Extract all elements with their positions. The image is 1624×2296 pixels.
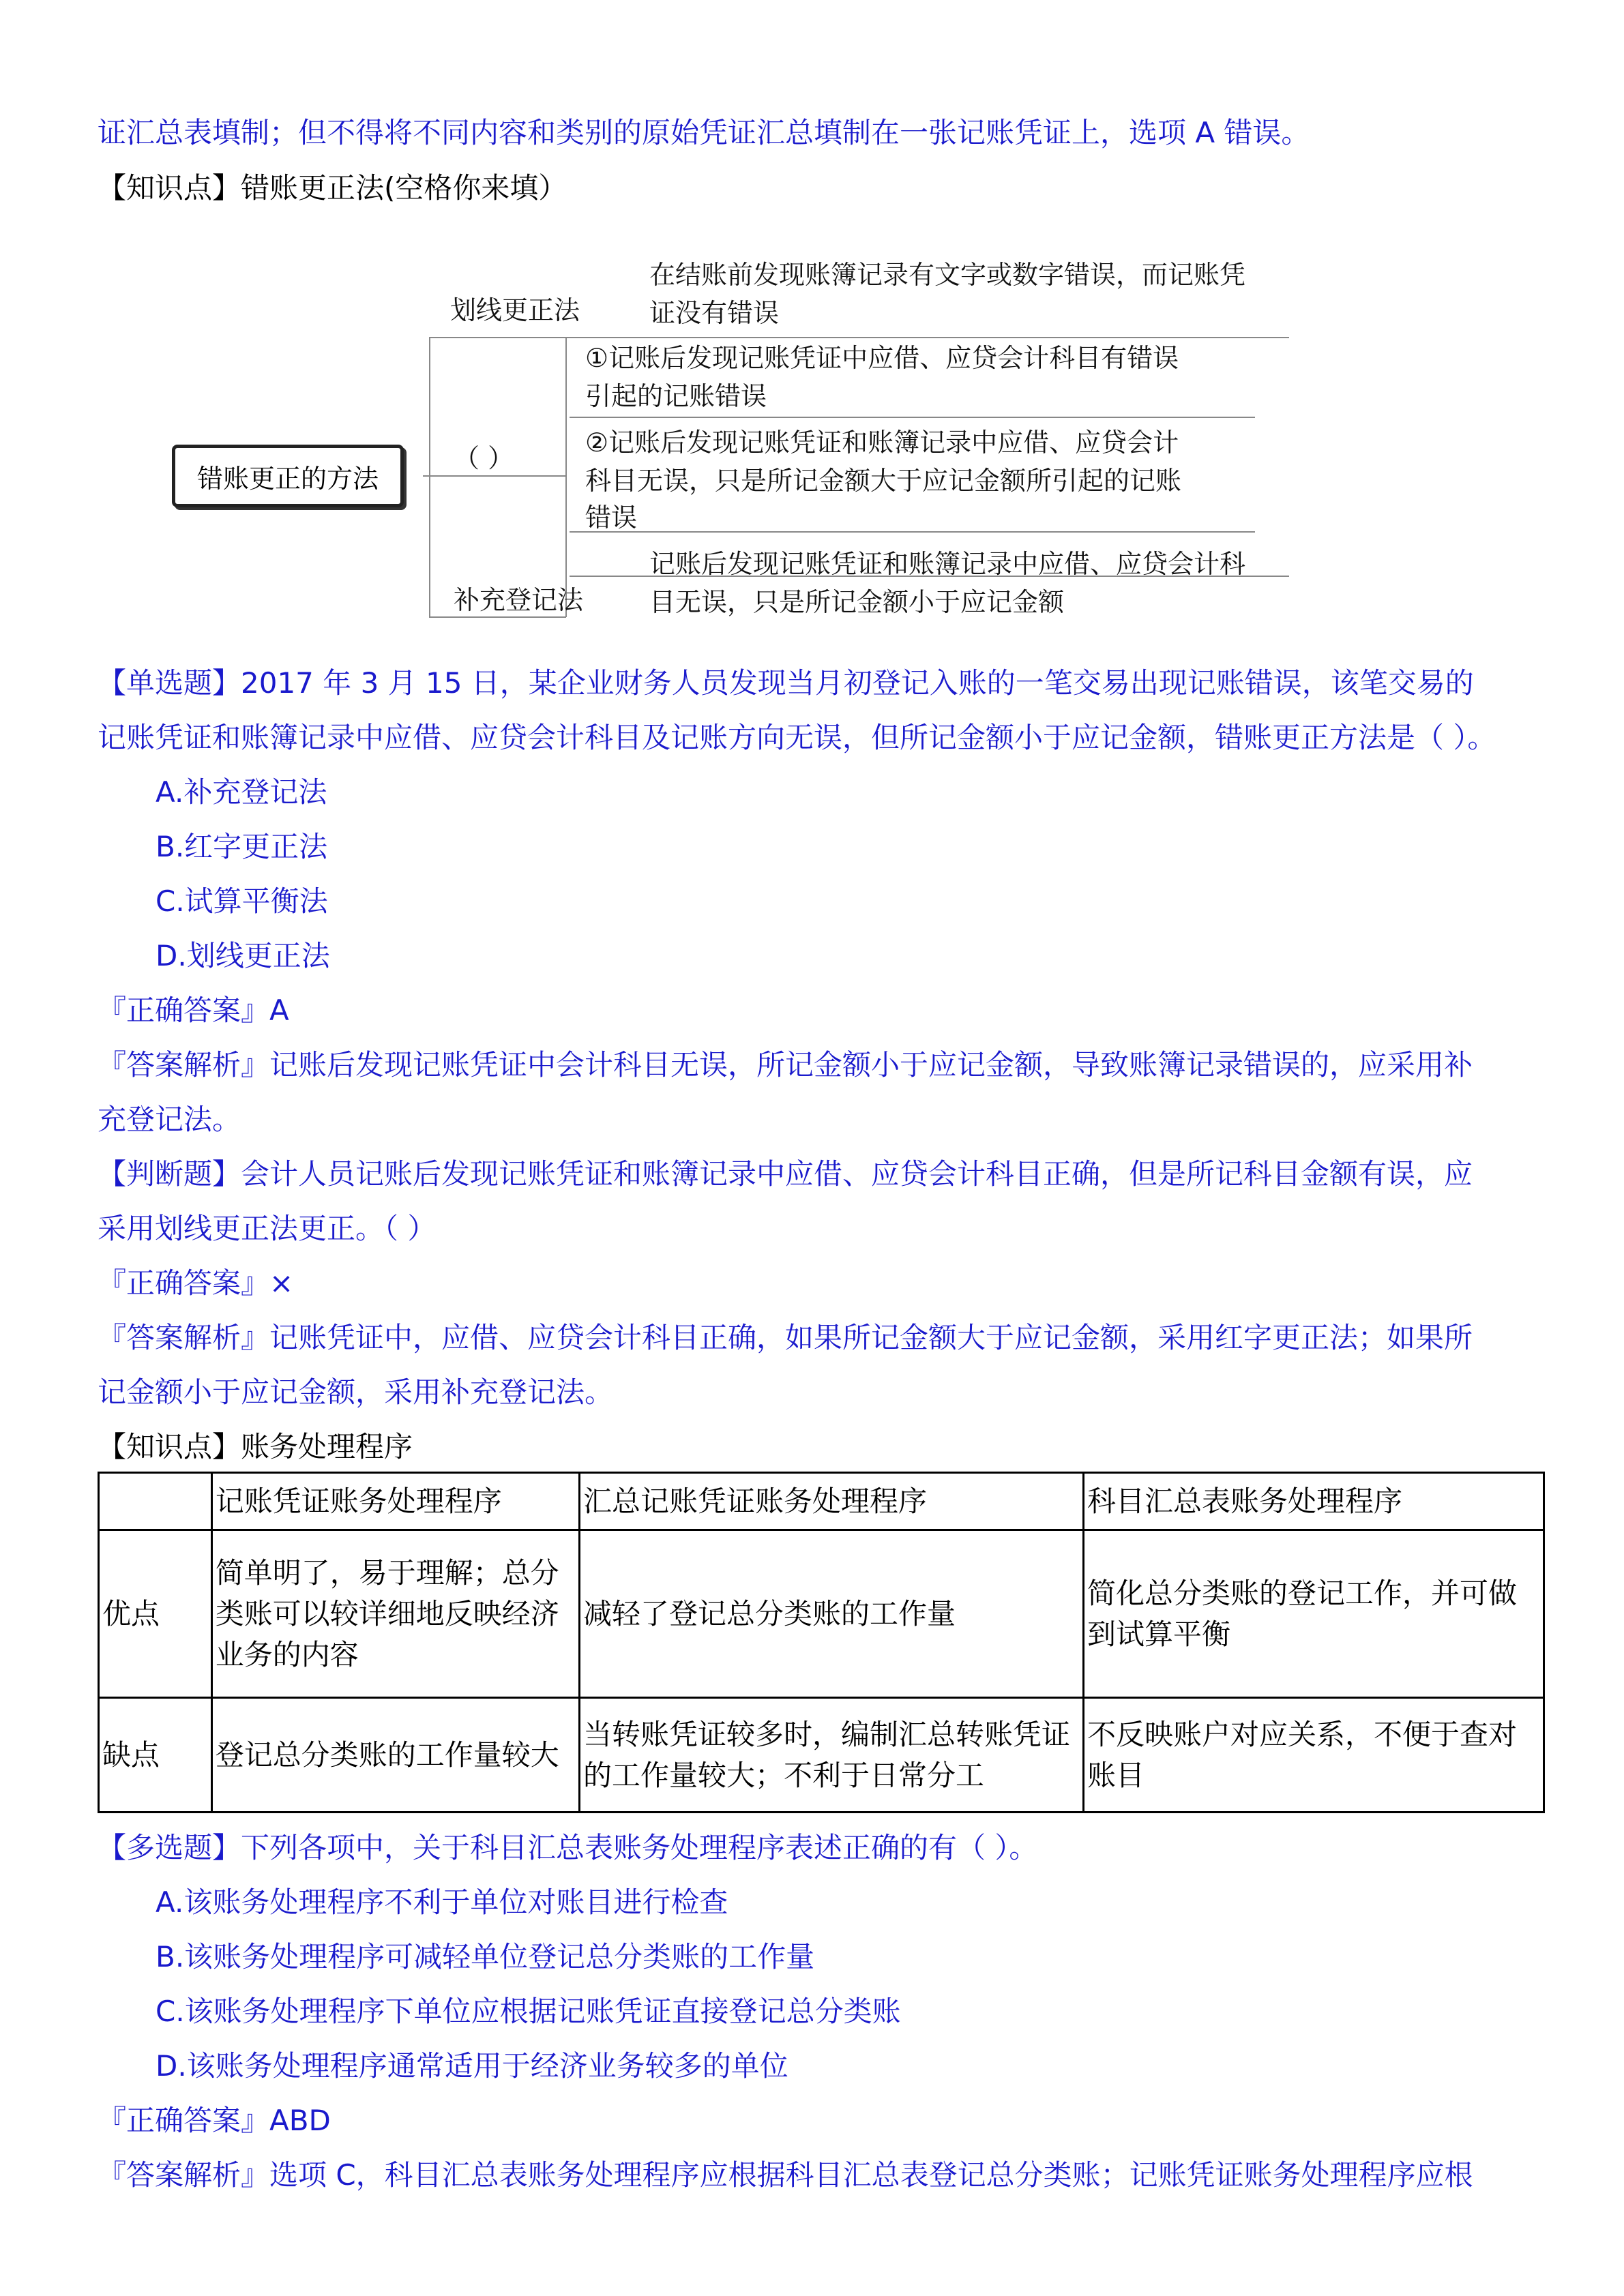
branch-desc-line: 科目无误，只是所记金额大于应记金额所引起的记账 xyxy=(585,466,1182,496)
option-d: D.该账务处理程序通常适用于经济业务较多的单位 xyxy=(156,2049,788,2083)
answer-explanation: 充登记法。 xyxy=(98,1103,241,1136)
option-a: A.该账务处理程序不利于单位对账目进行检查 xyxy=(156,1885,728,1919)
branch-desc-line: 目无误，只是所记金额小于应记金额 xyxy=(649,587,1065,617)
table-row xyxy=(99,1530,1544,1698)
table-row-label: 缺点 xyxy=(99,1698,212,1813)
branch-desc-line: 证没有错误 xyxy=(649,298,780,328)
branch-desc-line: 引起的记账错误 xyxy=(585,381,767,411)
table-header-cell: 科目汇总表账务处理程序 xyxy=(1083,1473,1544,1530)
question-stem: 记账凭证和账簿记录中应借、应贷会计科目及记账方向无误，但所记金额小于应记金额，错账更正方法是（ ）。 xyxy=(98,721,1496,754)
branch-label-blank: （ ） xyxy=(454,443,514,473)
option-b: B.红字更正法 xyxy=(156,830,328,863)
correct-answer: 『正确答案』× xyxy=(98,1266,294,1300)
correct-answer: 『正确答案』A xyxy=(98,994,289,1027)
answer-explanation: 『答案解析』记账凭证中，应借、应贷会计科目正确，如果所记金额大于应记金额，采用红字更正法；如果所 xyxy=(98,1321,1473,1354)
error-correction-diagram xyxy=(164,232,1310,641)
branch-desc-line: ①记账后发现记账凭证中应借、应贷会计科目有错误 xyxy=(585,343,1179,373)
option-c: C.该账务处理程序下单位应根据记账凭证直接登记总分类账 xyxy=(156,1995,901,2028)
option-c: C.试算平衡法 xyxy=(156,884,328,918)
branch-desc-line: 错误 xyxy=(585,503,638,533)
question-stem: 【单选题】2017 年 3 月 15 日，某企业财务人员发现当月初登记入账的一笔交易出现记账错误，该笔交易的 xyxy=(98,666,1474,700)
option-a: A.补充登记法 xyxy=(156,775,327,809)
question-stem: 【多选题】下列各项中，关于科目汇总表账务处理程序表述正确的有（ ）。 xyxy=(98,1831,1038,1864)
branch-label-supplement: 补充登记法 xyxy=(454,585,584,615)
answer-explanation: 『答案解析』记账后发现记账凭证中会计科目无误，所记金额小于应记金额，导致账簿记录错误的，应采用补 xyxy=(98,1048,1473,1082)
branch-desc-line: ②记账后发现记账凭证和账簿记录中应借、应贷会计 xyxy=(585,428,1179,458)
table-cell: 减轻了登记总分类账的工作量 xyxy=(580,1530,1084,1698)
question-stem: 采用划线更正法更正。（ ） xyxy=(98,1212,437,1245)
table-header-row xyxy=(99,1473,1544,1530)
table-row-label: 优点 xyxy=(99,1530,212,1698)
question-stem: 【判断题】会计人员记账后发现记账凭证和账簿记录中应借、应贷会计科目正确，但是所记科目金额有误，应 xyxy=(98,1157,1473,1191)
table-header-cell: 汇总记账凭证账务处理程序 xyxy=(580,1473,1084,1530)
table-header-cell xyxy=(99,1473,212,1530)
branch-desc-line: 在结账前发现账簿记录有文字或数字错误，而记账凭 xyxy=(649,260,1246,290)
knowledge-point-heading: 【知识点】错账更正法(空格你来填） xyxy=(98,171,567,205)
answer-explanation: 记金额小于应记金额，采用补充登记法。 xyxy=(98,1375,614,1409)
correct-answer: 『正确答案』ABD xyxy=(98,2104,331,2137)
knowledge-point-heading: 【知识点】账务处理程序 xyxy=(98,1430,413,1463)
option-d: D.划线更正法 xyxy=(156,939,330,972)
text-line: 证汇总表填制；但不得将不同内容和类别的原始凭证汇总填制在一张记账凭证上，选项 A 错误。 xyxy=(98,116,1310,149)
table-cell: 登记总分类账的工作量较大 xyxy=(211,1698,579,1813)
processing-comparison-table xyxy=(98,1472,1545,1813)
branch-label-strikethrough: 划线更正法 xyxy=(450,295,580,325)
branch-desc-line: 记账后发现记账凭证和账簿记录中应借、应贷会计科 xyxy=(649,549,1246,579)
table-header-cell: 记账凭证账务处理程序 xyxy=(211,1473,579,1530)
option-b: B.该账务处理程序可减轻单位登记总分类账的工作量 xyxy=(156,1940,815,1973)
table-cell: 当转账凭证较多时，编制汇总转账凭证的工作量较大；不利于日常分工 xyxy=(580,1698,1084,1813)
table-cell: 不反映账户对应关系，不便于查对账目 xyxy=(1083,1698,1544,1813)
table-cell: 简单明了，易于理解；总分类账可以较详细地反映经济业务的内容 xyxy=(211,1530,579,1698)
table-row xyxy=(99,1698,1544,1813)
diagram-root-node: 错账更正的方法 xyxy=(172,445,404,507)
table-cell: 简化总分类账的登记工作，并可做到试算平衡 xyxy=(1083,1530,1544,1698)
answer-explanation: 『答案解析』选项 C，科目汇总表账务处理程序应根据科目汇总表登记总分类账；记账凭证账务处理程序应根 xyxy=(98,2158,1473,2192)
